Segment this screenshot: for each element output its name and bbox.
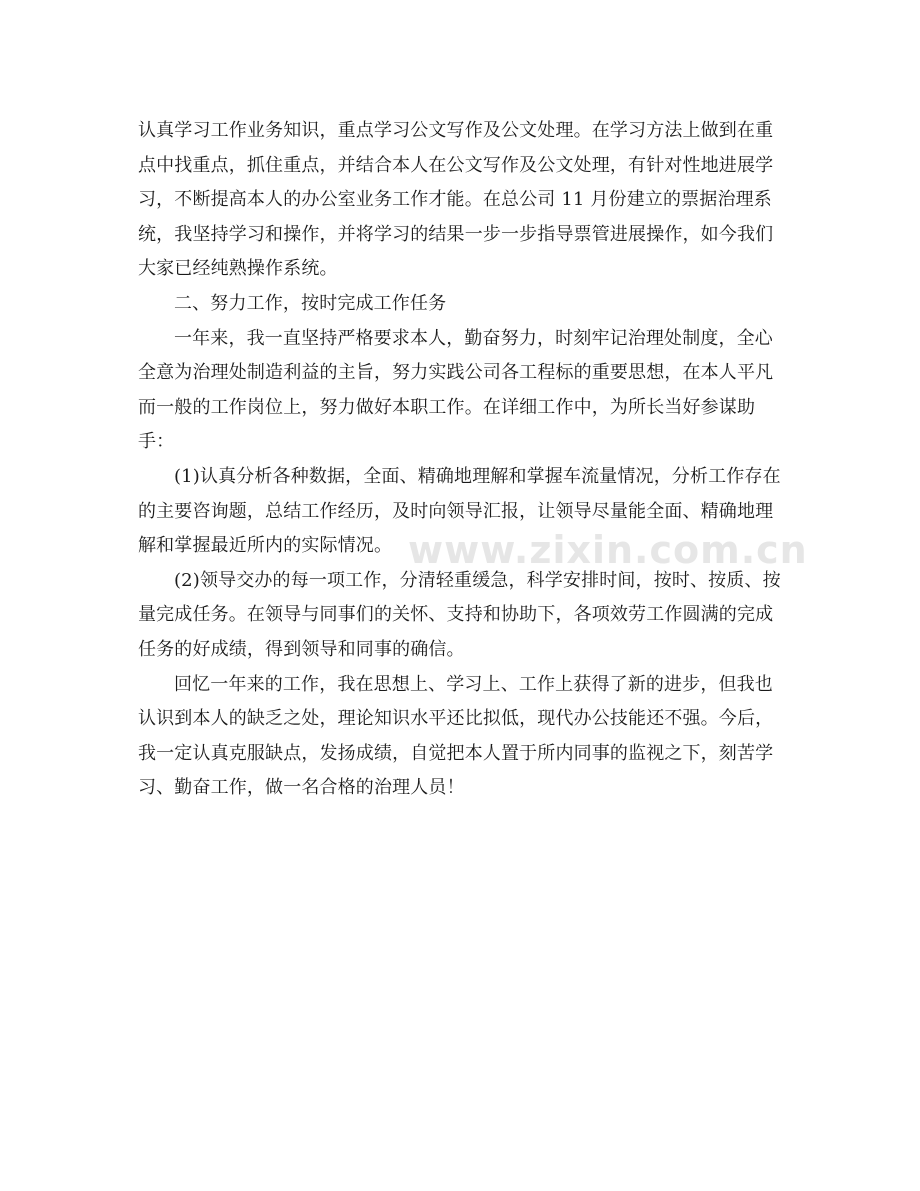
text-line: 认真学习工作业务知识，重点学习公文写作及公文处理。在学习方法上做到在重 — [138, 120, 774, 141]
text-line: 的主要咨询题，总结工作经历，及时向领导汇报，让领导尽量能全面、精确地理 — [138, 500, 774, 522]
watermark: www.zixin.com.cn — [408, 528, 808, 572]
text-line: 习，不断提高本人的办公室业务工作才能。在总公司 11 月份建立的票据治理系 — [138, 189, 772, 211]
text-line: 任务的好成绩，得到领导和同事的确信。 — [138, 638, 465, 660]
list-item: (1)认真分析各种数据，全面、精确地理解和掌握车流量情况，分析工作存在 — [174, 465, 781, 487]
section-heading: 二、努力工作，按时完成工作任务 — [174, 292, 447, 314]
text-line: 全意为治理处制造利益的主旨，努力实践公司各工程标的重要思想，在本人平凡 — [138, 362, 774, 384]
list-item: (2)领导交办的每一项工作，分清轻重缓急，科学安排时间，按时、按质、按 — [174, 569, 781, 591]
text-line: 量完成任务。在领导与同事们的关怀、支持和协助下，各项效劳工作圆满的完成 — [138, 604, 774, 626]
text-line: 我一定认真克服缺点，发扬成绩，自觉把本人置于所内同事的监视之下，刻苦学 — [138, 742, 774, 764]
document-body — [138, 114, 784, 806]
text-line: 大家已经纯熟操作系统。 — [138, 258, 338, 280]
text-line: 认识到本人的缺乏之处，理论知识水平还比拟低，现代办公技能还不强。今后， — [138, 708, 774, 730]
text-line: 统，我坚持学习和操作，并将学习的结果一步一步指导票管进展操作，如今我们 — [138, 223, 774, 245]
text-line: 而一般的工作岗位上，努力做好本职工作。在详细工作中，为所长当好参谋助 — [138, 396, 756, 418]
text-line: 解和掌握最近所内的实际情况。 — [138, 535, 393, 557]
text-line: 手： — [138, 431, 175, 453]
text-line: 回忆一年来的工作，我在思想上、学习上、工作上获得了新的进步，但我也 — [174, 673, 773, 695]
text-line: 习、勤奋工作，做一名合格的治理人员！ — [138, 777, 465, 799]
text-line: 一年来，我一直坚持严格要求本人，勤奋努力，时刻牢记治理处制度，全心 — [174, 327, 773, 349]
text-line: 点中找重点，抓住重点，并结合本人在公文写作及公文处理，有针对性地进展学 — [138, 154, 774, 176]
